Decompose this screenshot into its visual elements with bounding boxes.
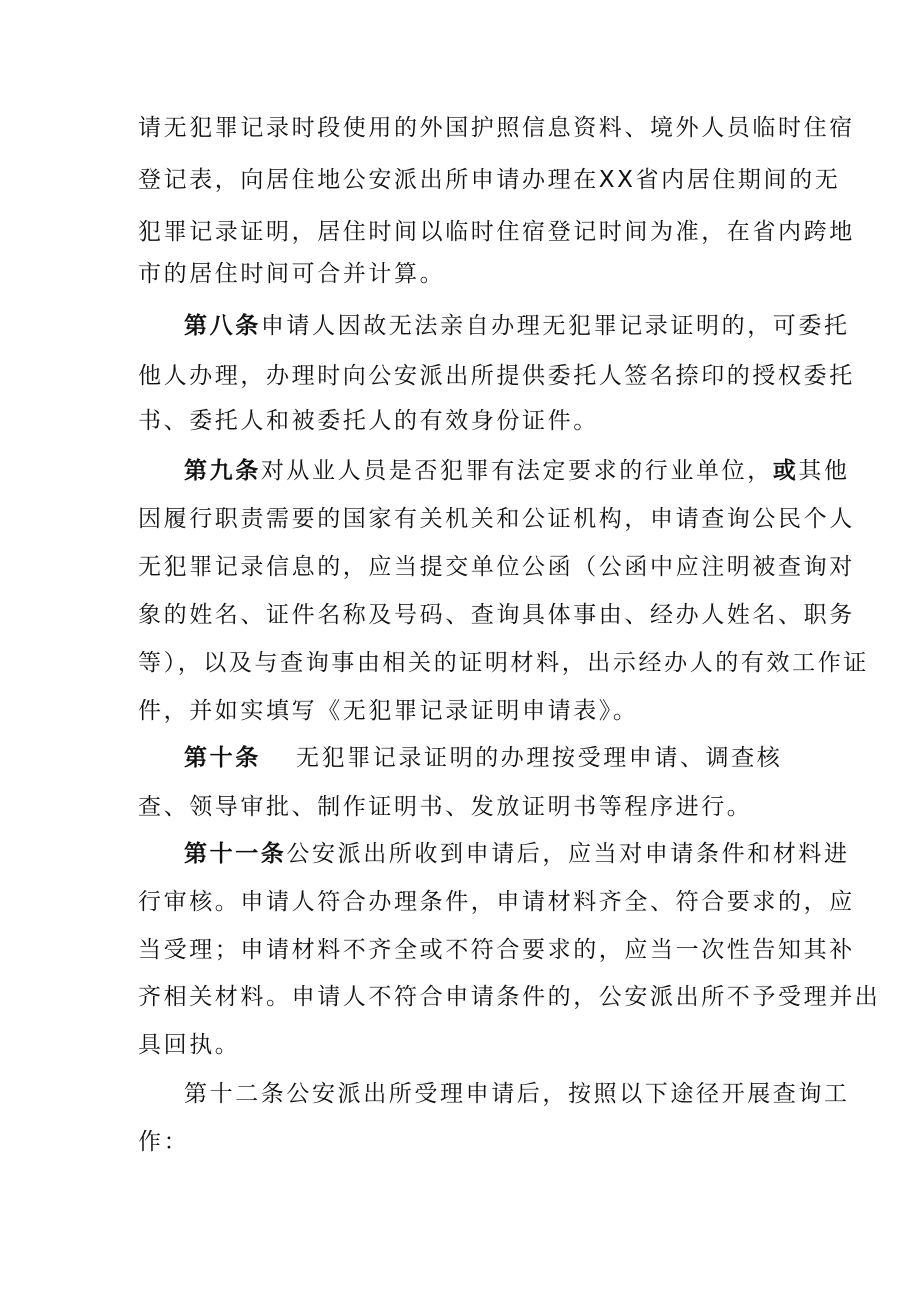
paragraph-line: 具回执。 xyxy=(138,1032,241,1058)
article-10-heading: 第十条 xyxy=(184,745,261,771)
paragraph-line: 无犯罪记录信息的，应当提交单位公函（公函中应注明被查询对 xyxy=(138,554,855,580)
paragraph-line: 请无犯罪记录时段使用的外国护照信息资料、境外人员临时住宿 xyxy=(138,115,855,141)
article-10-text: 无犯罪记录证明的办理按受理申请、调查核 xyxy=(296,745,783,771)
paragraph-line: 齐相关材料。申请人不符合申请条件的，公安派出所不予受理并出 xyxy=(138,984,881,1010)
article-10-line xyxy=(184,743,782,773)
article-9-text: 其他 xyxy=(798,458,850,484)
paragraph-line: 等），以及与查询事由相关的证明材料，出示经办人的有效工作证 xyxy=(138,650,869,676)
article-11-line xyxy=(184,839,850,869)
article-9-heading: 第九条 xyxy=(184,458,261,484)
paragraph-line: 书、委托人和被委托人的有效身份证件。 xyxy=(138,408,599,434)
paragraph-line: 件，并如实填写《无犯罪记录证明申请表》。 xyxy=(138,698,639,724)
paragraph-line: 行审核。申请人符合办理条件，申请材料齐全、符合要求的，应 xyxy=(138,889,855,915)
paragraph-line: 他人办理，办理时向公安派出所提供委托人签名捺印的授权委托 xyxy=(138,363,855,389)
paragraph-line: 作： xyxy=(138,1129,190,1155)
article-9-line xyxy=(184,456,850,486)
paragraph-line: 市的居住时间可合并计算。 xyxy=(138,261,446,287)
article-8-heading: 第八条 xyxy=(184,313,261,339)
article-11-text: 公安派出所收到申请后，应当对申请条件和材料进 xyxy=(286,841,850,867)
paragraph-line: 查、领导审批、制作证明书、发放证明书等程序进行。 xyxy=(138,794,753,820)
article-8-line xyxy=(184,311,850,341)
paragraph-line: 因履行职责需要的国家有关机关和公证机构，申请查询公民个人 xyxy=(138,506,855,532)
article-8-text: 申请人因故无法亲自办理无犯罪记录证明的，可委托 xyxy=(260,313,850,339)
article-11-heading: 第十一条 xyxy=(184,841,287,867)
paragraph-line: 象的姓名、证件名称及号码、查询具体事由、经办人姓名、职务 xyxy=(138,602,855,628)
article-12-line: 第十二条公安派出所受理申请后，按照以下途径开展查询工 xyxy=(184,1081,850,1107)
article-9-text: 对从业人员是否犯罪有法定要求的行业单位， xyxy=(260,458,773,484)
article-9-bold-word: 或 xyxy=(772,458,799,484)
paragraph-line: 当受理；申请材料不齐全或不符合要求的，应当一次性告知其补 xyxy=(138,937,855,963)
paragraph-line: 登记表，向居住地公安派出所申请办理在XX省内居住期间的无 xyxy=(138,167,841,193)
paragraph-line: 犯罪记录证明，居住时间以临时住宿登记时间为准，在省内跨地 xyxy=(138,219,855,245)
